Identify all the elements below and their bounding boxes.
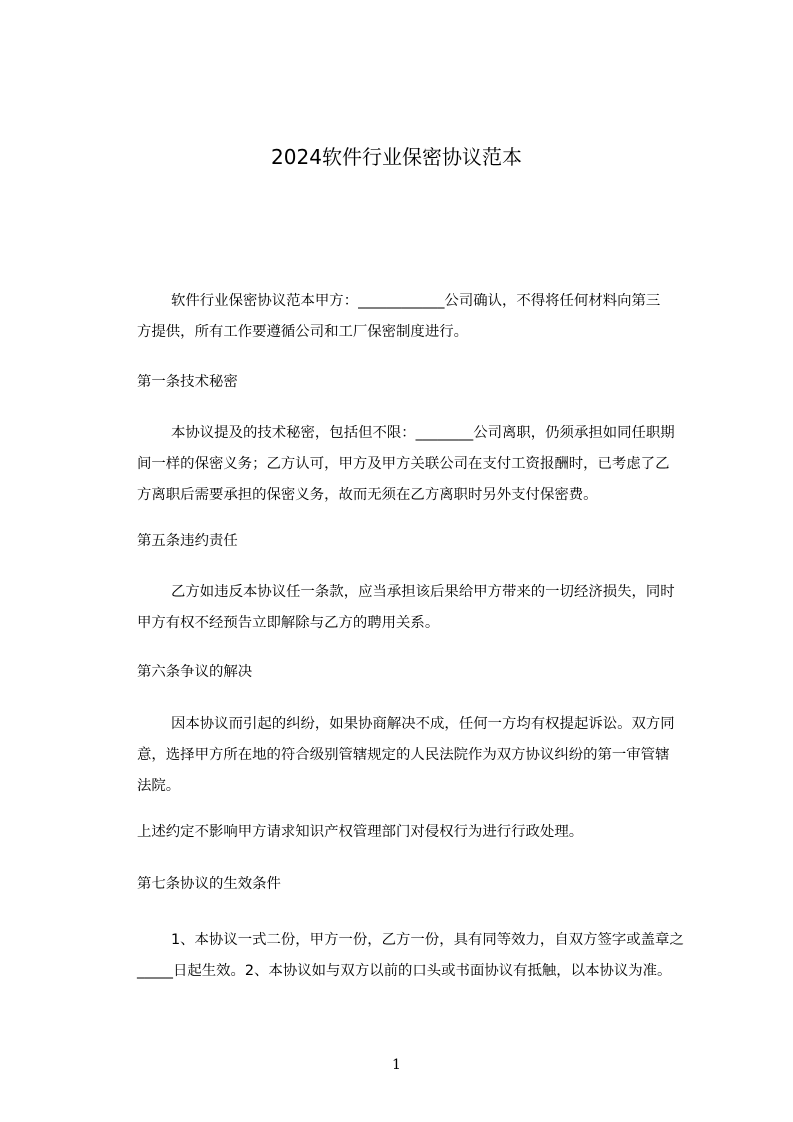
document-title: 2024软件行业保密协议范本 — [271, 145, 522, 169]
article-5-paragraph — [103, 577, 703, 639]
article-6-line-1: 因本协议而引起的纠纷，如果协商解决不成，任何一方均有权提起诉讼。双方同 — [171, 716, 675, 732]
intro-paragraph — [103, 286, 703, 348]
article-5-line-2: 甲方有权不经预告立即解除与乙方的聘用关系。 — [137, 615, 440, 631]
article-6-note: 上述约定不影响甲方请求知识产权管理部门对侵权行为进行行政处理。 — [137, 824, 584, 840]
article-6-line-2: 意，选择甲方所在地的符合级别管辖规定的人民法院作为双方协议纠纷的第一审管辖 — [137, 747, 670, 763]
article-6-paragraph — [103, 709, 703, 802]
article-5-line-1: 乙方如违反本协议任一条款，应当承担该后果给甲方带来的一切经济损失，同时 — [171, 584, 675, 600]
article-1-paragraph — [103, 418, 703, 511]
article-7-line-2: _____日起生效。2、本协议如与双方以前的口头或书面协议有抵触，以本协议为准。 — [137, 963, 672, 979]
intro-line-1: 软件行业保密协议范本甲方：____________公司确认，不得将任何材料向第三 — [171, 293, 661, 309]
article-1-line-1: 本协议提及的技术秘密，包括但不限：________公司离职，仍须承担如同任职期 — [171, 425, 675, 441]
article-1-line-2: 间一样的保密义务；乙方认可，甲方及甲方关联公司在支付工资报酬时，已考虑了乙 — [137, 456, 670, 472]
article-1-heading: 第一条技术秘密 — [137, 374, 238, 390]
article-7-paragraph — [103, 925, 703, 987]
article-6-line-3: 法院。 — [137, 778, 181, 794]
article-1-line-3: 方离职后需要承担的保密义务，故而无须在乙方离职时另外支付保密费。 — [137, 487, 598, 503]
article-7-heading: 第七条协议的生效条件 — [137, 876, 281, 892]
page-number: 1 — [392, 1057, 401, 1073]
article-5-heading: 第五条违约责任 — [137, 533, 238, 549]
intro-line-2: 方提供，所有工作要遵循公司和工厂保密制度进行。 — [137, 324, 468, 340]
article-6-heading: 第六条争议的解决 — [137, 664, 253, 680]
article-7-line-1: 1、本协议一式二份，甲方一份，乙方一份，具有同等效力，自双方签字或盖章之 — [171, 932, 684, 948]
